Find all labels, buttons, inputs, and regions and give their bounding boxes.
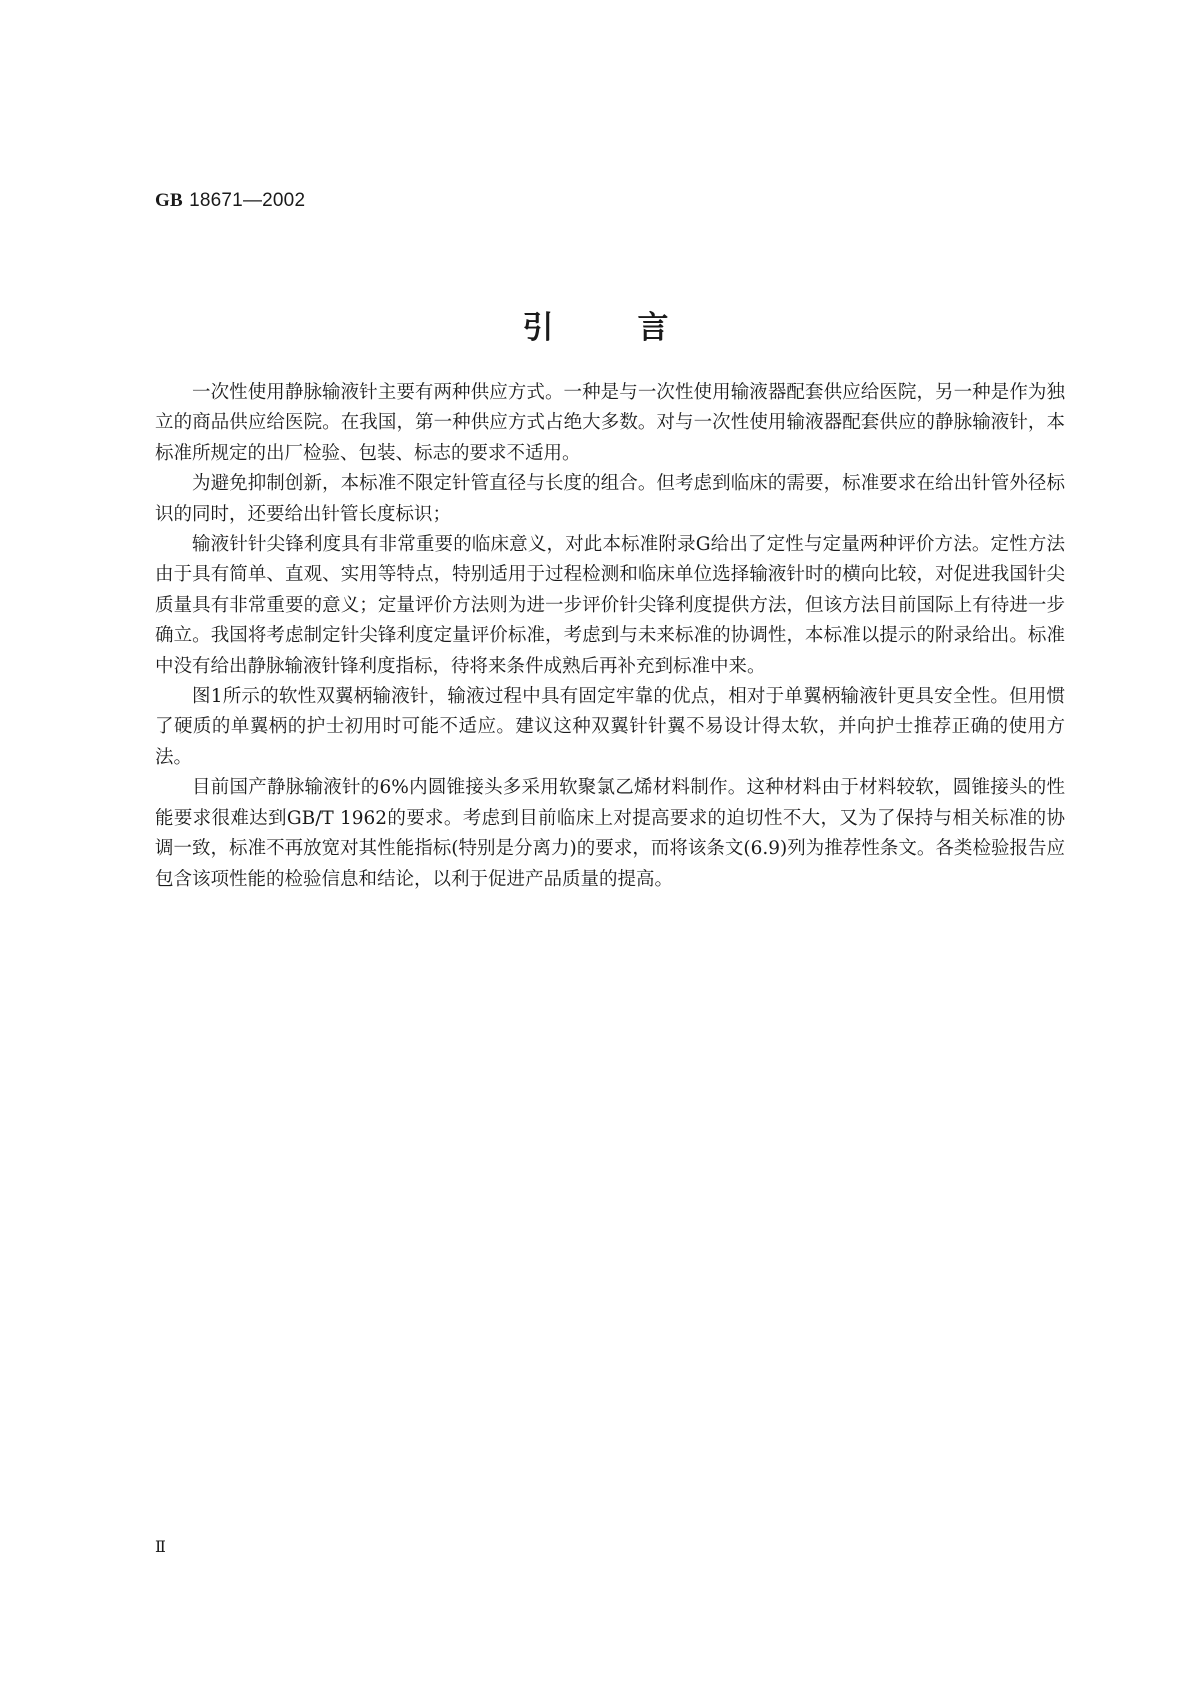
page-title: 引言 — [522, 310, 753, 346]
paragraph-3: 输液针针尖锋利度具有非常重要的临床意义，对此本标准附录G给出了定性与定量两种评价方法。定性方法由于具有简单、直观、实用等特点，特别适用于过程检测和临床单位选择输液针时的横向比较，对促进我国针尖质量具有非常重要的意义；定量评价方法则为进一步评价针尖锋利度提供方法，但该方法目前国际上有待进一步确立。我国将考虑制定针尖锋利度定量评价标准，考虑到与未来标准的协调性，本标准以提示的附录给出。标准中没有给出静脉输液针锋利度指标，待将来条件成熟后再补充到标准中来。 — [155, 534, 1065, 677]
paragraph-2: 为避免抑制创新，本标准不限定针管直径与长度的组合。但考虑到临床的需要，标准要求在给出针管外径标识的同时，还要给出针管长度标识； — [155, 473, 1065, 525]
standard-code — [155, 188, 305, 213]
paragraph-1: 一次性使用静脉输液针主要有两种供应方式。一种是与一次性使用输液器配套供应给医院，另一种是作为独立的商品供应给医院。在我国，第一种供应方式占绝大多数。对与一次性使用输液器配套供应的静脉输液针，本标准所规定的出厂检验、包装、标志的要求不适用。 — [155, 382, 1065, 464]
paragraph-5: 目前国产静脉输液针的6%内圆锥接头多采用软聚氯乙烯材料制作。这种材料由于材料较软，圆锥接头的性能要求很难达到GB/T 1962的要求。考虑到目前临床上对提高要求的迫切性不大，又为了保持与相关标准的协调一致，标准不再放宽对其性能指标(特别是分离力)的要求，而将该条文(6.9)列为推荐性条文。各类检验报告应包含该项性能的检验信息和结论，以利于促进产品质量的提高。 — [155, 777, 1065, 890]
standard-number: 18671—2002 — [189, 190, 306, 211]
page-number: Ⅱ — [155, 1537, 166, 1556]
paragraph-4: 图1所示的软性双翼柄输液针，输液过程中具有固定牢靠的优点，相对于单翼柄输液针更具安全性。但用惯了硬质的单翼柄的护士初用时可能不适应。建议这种双翼针针翼不易设计得太软，并向护士推荐正确的使用方法。 — [155, 686, 1065, 768]
standard-prefix: GB — [155, 190, 183, 211]
document-body — [155, 378, 1065, 895]
